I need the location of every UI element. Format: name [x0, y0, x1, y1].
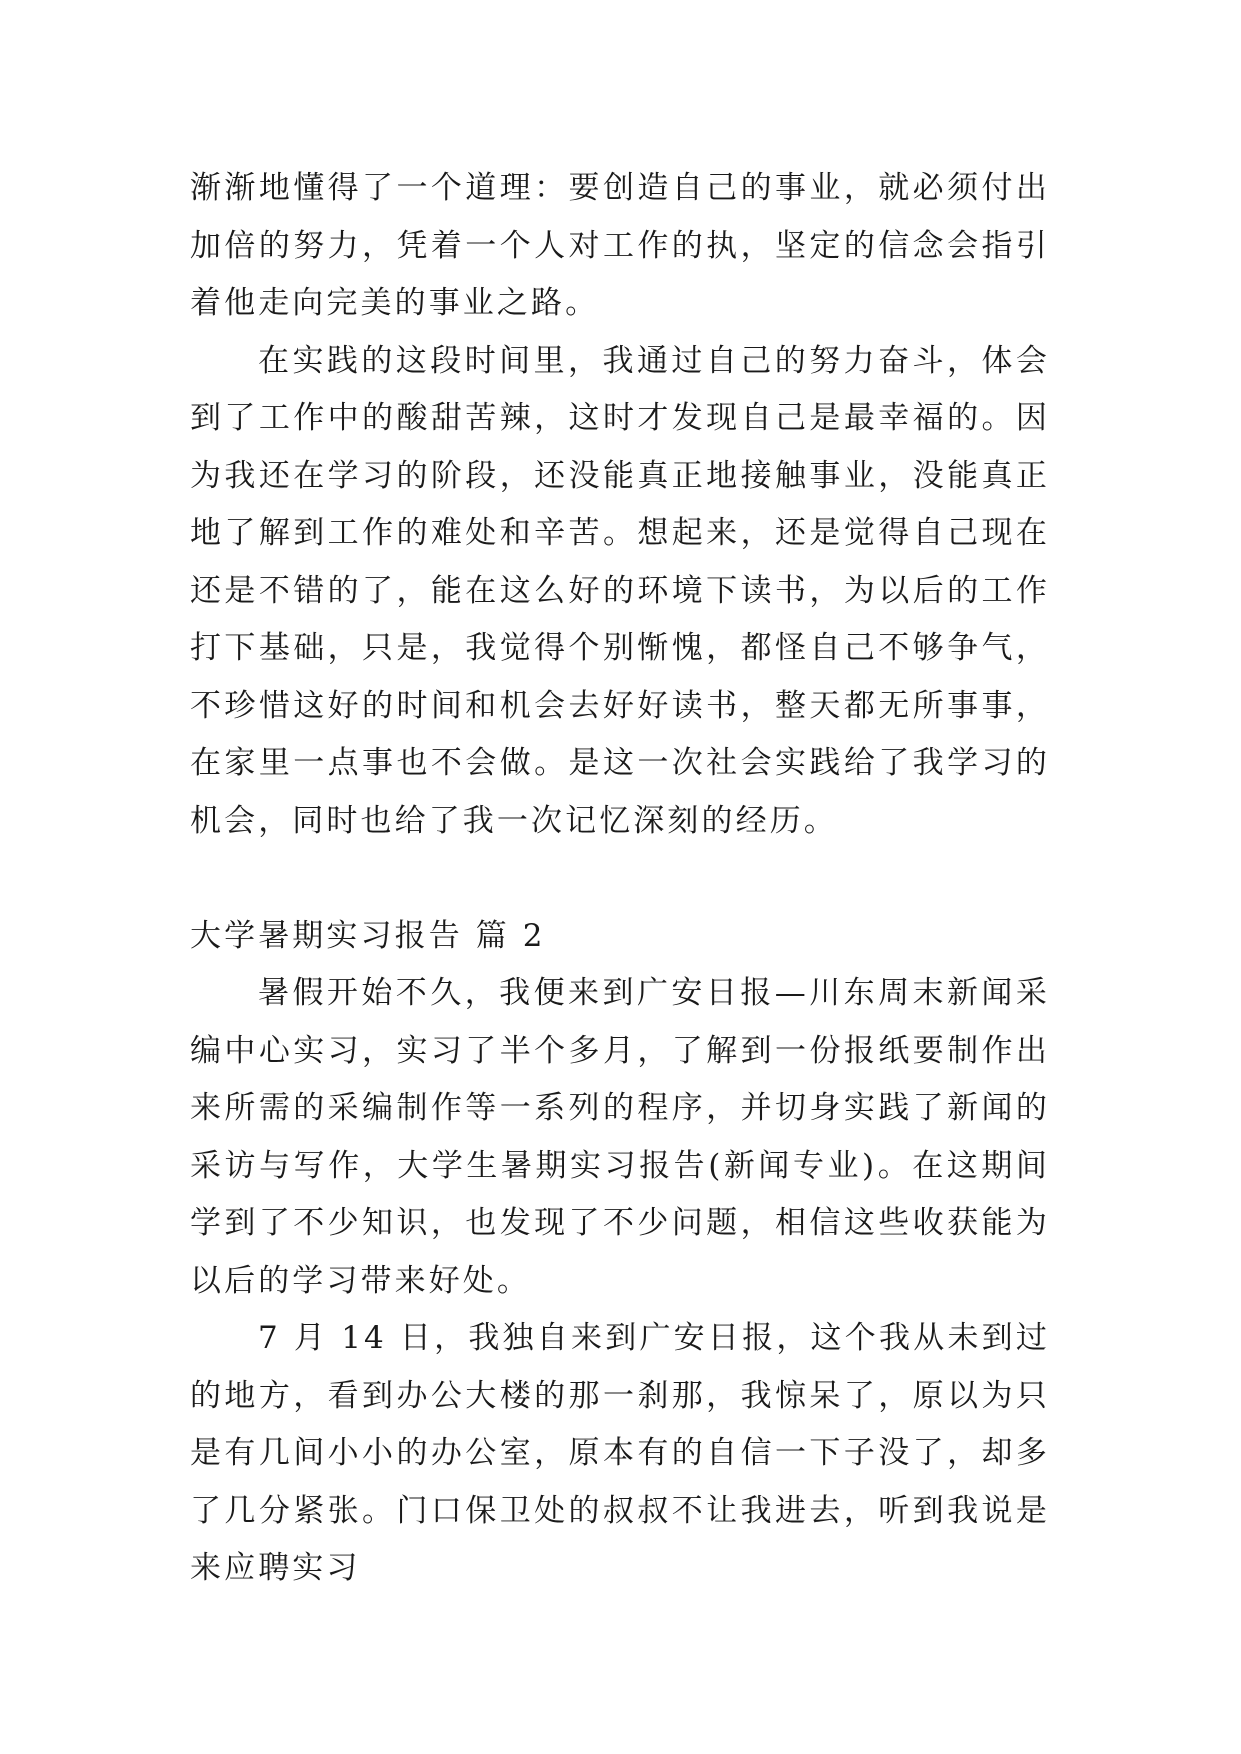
- document-body: [190, 160, 1050, 1598]
- paragraph-internship-intro: 暑假开始不久，我便来到广安日报—川东周末新闻采编中心实习，实习了半个多月，了解到一份报纸要制作出来所需的采编制作等一系列的程序，并切身实践了新闻的采访与写作，大学生暑期实习报告(新闻专业)。在这期间学到了不少知识，也发现了不少问题，相信这些收获能为以后的学习带来好处。: [190, 975, 1050, 1299]
- paragraph-first-day: 7 月 14 日，我独自来到广安日报，这个我从未到过的地方，看到办公大楼的那一刹那，我惊呆了，原以为只是有几间小小的办公室，原本有的自信一下子没了，却多了几分紧张。门口保卫处的叔叔不让我进去，听到我说是来应聘实习: [190, 1320, 1050, 1586]
- section-spacer: [190, 850, 1050, 908]
- paragraph-practice-reflection: 在实践的这段时间里，我通过自己的努力奋斗，体会到了工作中的酸甜苦辣，这时才发现自己是最幸福的。因为我还在学习的阶段，还没能真正地接触事业，没能真正地了解到工作的难处和辛苦。想起来，还是觉得自己现在还是不错的了，能在这么好的环境下读书，为以后的工作打下基础，只是，我觉得个别惭愧，都怪自己不够争气，不珍惜这好的时间和机会去好好读书，整天都无所事事，在家里一点事也不会做。是这一次社会实践给了我学习的机会，同时也给了我一次记忆深刻的经历。: [190, 342, 1050, 839]
- paragraph-continued: 渐渐地懂得了一个道理：要创造自己的事业，就必须付出加倍的努力，凭着一个人对工作的执，坚定的信念会指引着他走向完美的事业之路。: [190, 170, 1050, 321]
- section-heading: 大学暑期实习报告 篇 2: [190, 917, 546, 954]
